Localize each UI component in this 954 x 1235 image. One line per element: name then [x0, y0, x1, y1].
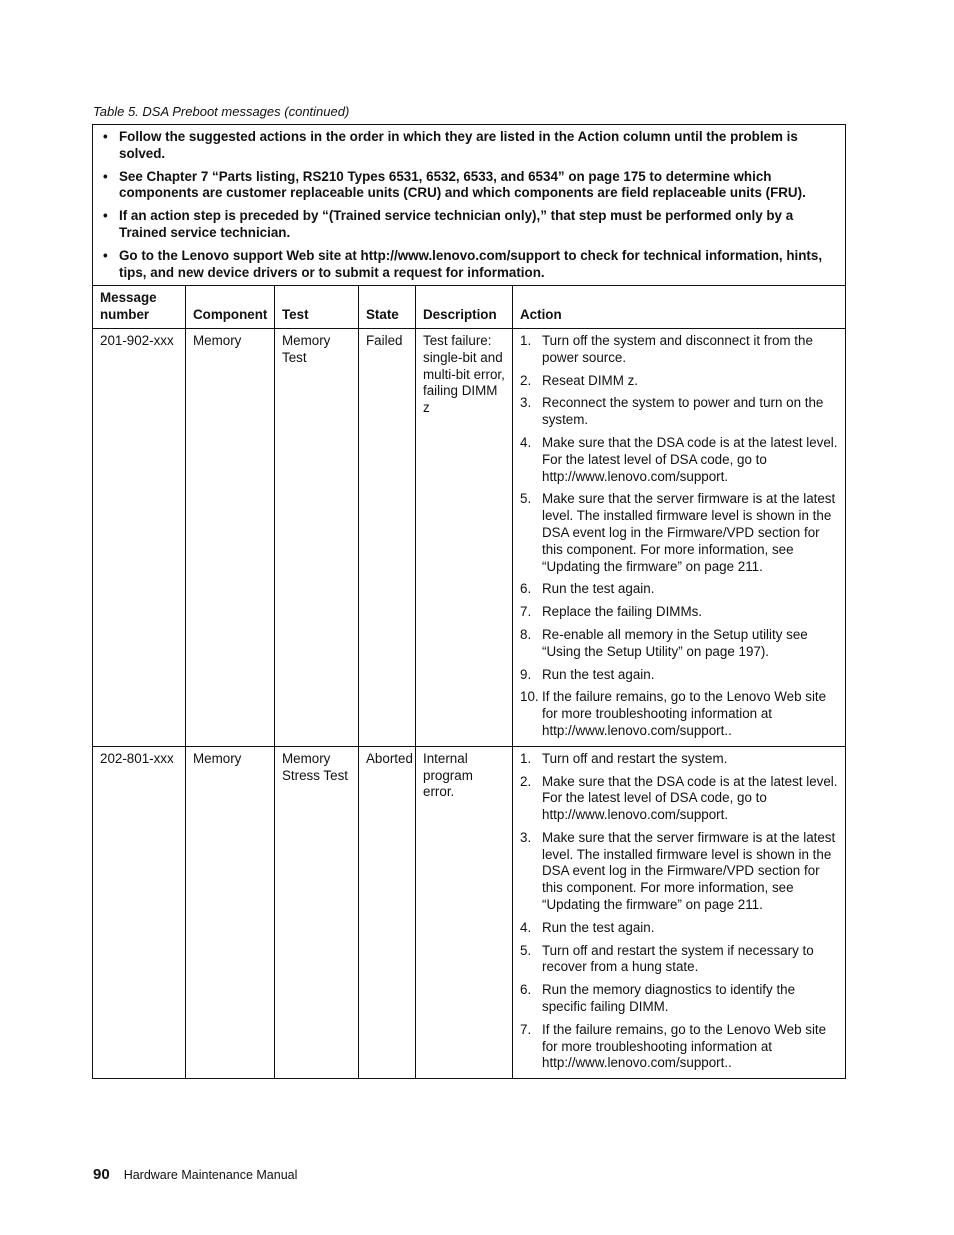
action-step	[520, 581, 838, 598]
manual-title: Hardware Maintenance Manual	[123, 1168, 298, 1182]
action-step	[520, 830, 838, 914]
bullet-icon: •	[103, 208, 108, 224]
header-message-number: Message number	[93, 286, 186, 329]
step-number: 5.	[520, 942, 532, 958]
table-row	[93, 746, 846, 1079]
step-number: 2.	[520, 773, 532, 789]
step-text: If the failure remains, go to the Lenovo Web site for more troubleshooting information at http://www.lenovo.com/support..	[542, 1021, 827, 1071]
action-step	[520, 627, 838, 661]
step-text: Re-enable all memory in the Setup utility see “Using the Setup Utility” on page 197).	[542, 626, 808, 659]
table-row	[93, 328, 846, 746]
state-cell: Failed	[359, 328, 416, 746]
test-cell: Memory Stress Test	[275, 746, 359, 1079]
note-text: If an action step is preceded by “(Trained service technician only),” that step must be performed only by a Trained service technician.	[119, 208, 794, 240]
step-text: Run the test again.	[542, 919, 655, 935]
notes-cell	[93, 125, 846, 286]
action-step	[520, 920, 838, 937]
action-step	[520, 491, 838, 575]
action-step	[520, 435, 838, 485]
step-number: 4.	[520, 434, 532, 450]
state-cell: Aborted	[359, 746, 416, 1079]
header-action: Action	[513, 286, 846, 329]
note-text: Follow the suggested actions in the order in which they are listed in the Action column until the problem is solved.	[119, 129, 798, 161]
description-cell: Test failure: single-bit and multi-bit error, failing DIMM z	[416, 328, 513, 746]
component-cell: Memory	[186, 328, 275, 746]
action-list	[520, 751, 838, 1073]
action-step	[520, 943, 838, 977]
step-number: 3.	[520, 395, 532, 411]
action-step	[520, 395, 838, 429]
note-item	[101, 208, 837, 242]
action-step	[520, 667, 838, 684]
note-item	[101, 129, 837, 163]
bullet-icon: •	[103, 168, 108, 184]
header-row	[93, 286, 846, 329]
action-step	[520, 751, 838, 768]
test-cell: Memory Test	[275, 328, 359, 746]
action-step	[520, 604, 838, 621]
step-text: If the failure remains, go to the Lenovo Web site for more troubleshooting information at http://www.lenovo.com/support..	[542, 689, 827, 738]
message-number-cell: 201-902-xxx	[93, 328, 186, 746]
action-cell	[513, 746, 846, 1079]
step-text: Reconnect the system to power and turn on the system.	[542, 395, 824, 428]
note-text: Go to the Lenovo support Web site at http://www.lenovo.com/support to check for technical information, hints, tips, and new device drivers or to submit a request for information.	[119, 247, 823, 280]
note-text: See Chapter 7 “Parts listing, RS210 Types 6531, 6532, 6533, and 6534” on page 175 to determine which components are customer replaceable units (CRU) and which components are field replaceable units (FRU).	[119, 168, 806, 201]
step-text: Make sure that the server firmware is at the latest level. The installed firmware level is shown in the DSA event log in the Firmware/VPD section for this component. For more information, see “Updating the firmware” on page 211.	[542, 491, 836, 574]
table-caption: Table 5. DSA Preboot messages (continued)	[93, 104, 350, 119]
step-number: 5.	[520, 491, 532, 507]
step-text: Run the memory diagnostics to identify the specific failing DIMM.	[542, 982, 796, 1015]
message-number-cell: 202-801-xxx	[93, 746, 186, 1079]
action-cell	[513, 328, 846, 746]
step-text: Turn off the system and disconnect it from the power source.	[542, 332, 813, 365]
header-component: Component	[186, 286, 275, 329]
step-number: 2.	[520, 372, 532, 388]
step-number: 3.	[520, 829, 532, 845]
step-text: Make sure that the DSA code is at the latest level. For the latest level of DSA code, go to http://www.lenovo.com/support.	[542, 773, 838, 823]
action-list	[520, 333, 838, 740]
page-number: 90	[93, 1166, 110, 1183]
notes-row	[93, 125, 846, 286]
step-text: Replace the failing DIMMs.	[542, 604, 703, 620]
action-step	[520, 982, 838, 1016]
bullet-icon: •	[103, 247, 108, 263]
step-number: 7.	[520, 1021, 532, 1037]
step-number: 8.	[520, 626, 532, 642]
step-number: 1.	[520, 332, 532, 348]
component-cell: Memory	[186, 746, 275, 1079]
step-text: Turn off and restart the system if necessary to recover from a hung state.	[542, 942, 814, 975]
step-number: 1.	[520, 750, 532, 766]
action-step	[520, 333, 838, 367]
step-number: 6.	[520, 581, 532, 597]
step-text: Make sure that the server firmware is at the latest level. The installed firmware level is shown in the DSA event log in the Firmware/VPD section for this component. For more information, see “Updating the firmware” on page 211.	[542, 829, 836, 913]
action-step	[520, 774, 838, 824]
header-test: Test	[275, 286, 359, 329]
step-number: 6.	[520, 982, 532, 998]
header-state: State	[359, 286, 416, 329]
note-item	[101, 248, 837, 282]
page-footer	[93, 1166, 297, 1183]
description-cell: Internal program error.	[416, 746, 513, 1079]
action-step	[520, 373, 838, 390]
step-text: Reseat DIMM z.	[542, 372, 638, 388]
dsa-preboot-table	[92, 124, 846, 1079]
header-description: Description	[416, 286, 513, 329]
note-item	[101, 169, 837, 203]
step-number: 7.	[520, 604, 532, 620]
step-text: Run the test again.	[542, 581, 655, 597]
notes-list	[101, 129, 837, 281]
step-number: 10.	[520, 689, 539, 705]
step-text: Make sure that the DSA code is at the latest level. For the latest level of DSA code, go to http://www.lenovo.com/support.	[542, 434, 838, 484]
action-step	[520, 689, 838, 739]
step-number: 4.	[520, 919, 532, 935]
bullet-icon: •	[103, 129, 108, 144]
step-text: Turn off and restart the system.	[542, 750, 728, 766]
step-text: Run the test again.	[542, 666, 655, 682]
step-number: 9.	[520, 666, 532, 682]
action-step	[520, 1022, 838, 1072]
